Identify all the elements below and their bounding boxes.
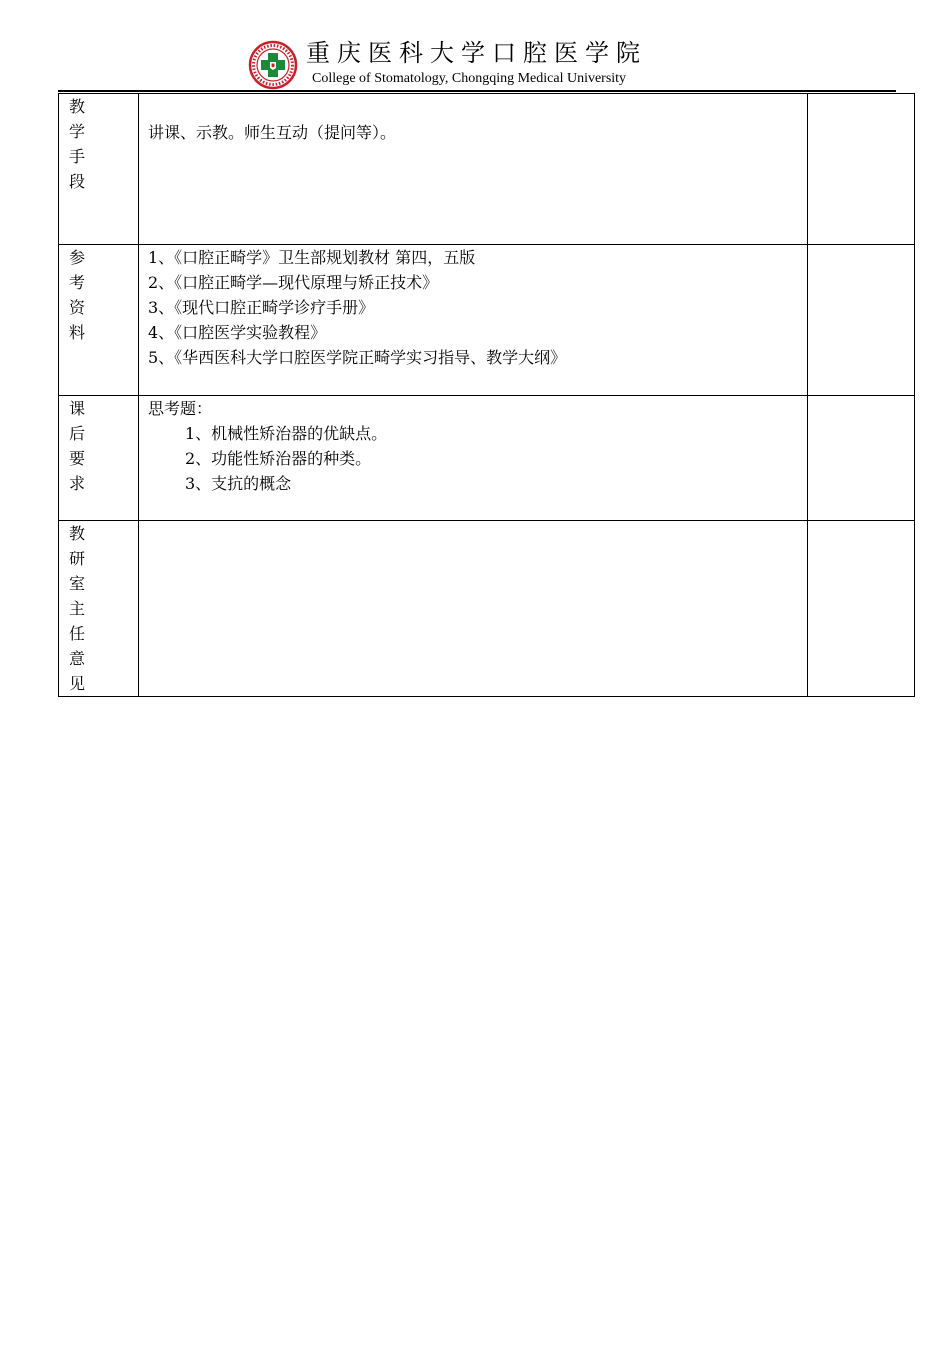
reference-item: 2、《口腔正畸学—现代原理与矫正技术》	[148, 273, 439, 292]
row-label	[59, 521, 139, 697]
row-extra-cell	[808, 396, 915, 521]
college-seal-icon	[248, 40, 298, 90]
label-char: 要	[69, 449, 86, 468]
reference-item: 1、《口腔正畸学》卫生部规划教材 第四，五版	[148, 248, 476, 267]
label-char: 资	[69, 298, 86, 317]
label-char: 料	[69, 323, 86, 342]
row-extra-cell	[808, 245, 915, 396]
row-content	[139, 521, 808, 697]
reference-item: 5、《华西医科大学口腔医学院正畸学实习指导、教学大纲》	[148, 348, 567, 367]
label-char: 后	[69, 424, 86, 443]
page-header	[248, 38, 708, 90]
row-label	[59, 245, 139, 396]
row-label	[59, 94, 139, 245]
row-content	[139, 94, 808, 245]
row-extra-cell	[808, 521, 915, 697]
header-rule	[58, 90, 896, 92]
label-char: 考	[69, 273, 86, 292]
reference-item: 4、《口腔医学实验教程》	[148, 323, 327, 342]
row-content	[139, 396, 808, 521]
label-char: 任	[69, 624, 86, 643]
question-item: 2、功能性矫治器的种类。	[185, 449, 372, 468]
label-char: 段	[69, 172, 86, 191]
row-content	[139, 245, 808, 396]
row-label	[59, 396, 139, 521]
college-name-cn: 重庆医科大学口腔医学院	[306, 39, 647, 67]
reference-item: 3、《现代口腔正畸学诊疗手册》	[148, 298, 375, 317]
lesson-plan-table	[58, 93, 915, 697]
label-char: 研	[69, 549, 86, 568]
label-char: 室	[69, 574, 86, 593]
question-item: 3、支抗的概念	[185, 474, 292, 493]
label-char: 教	[69, 97, 86, 116]
label-char: 参	[69, 248, 86, 267]
content-line: 讲课、示教。师生互动（提问等）。	[148, 123, 397, 142]
label-char: 手	[69, 147, 86, 166]
label-char: 意	[69, 649, 86, 668]
table-row-after-class	[59, 396, 915, 521]
label-char: 求	[69, 474, 86, 493]
table-row-director-opinion	[59, 521, 915, 697]
label-char: 课	[69, 399, 86, 418]
table-row-references	[59, 245, 915, 396]
question-item: 1、机械性矫治器的优缺点。	[185, 424, 388, 443]
row-extra-cell	[808, 94, 915, 245]
college-name-en: College of Stomatology, Chongqing Medical University	[312, 71, 627, 86]
table-row-teaching-methods	[59, 94, 915, 245]
label-char: 主	[69, 599, 86, 618]
label-char: 学	[69, 122, 86, 141]
label-char: 教	[69, 524, 86, 543]
label-char: 见	[69, 674, 86, 693]
questions-heading: 思考题：	[148, 399, 213, 418]
